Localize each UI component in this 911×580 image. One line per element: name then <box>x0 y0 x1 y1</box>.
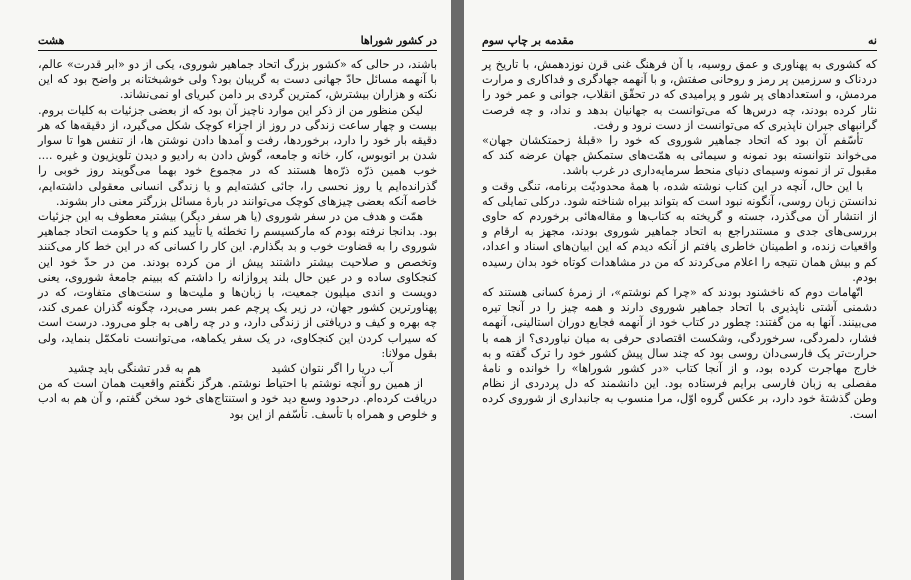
paragraph: با این حال، آنچه در این کتاب نوشته شده، با همهٔ محدودیّت برنامه، تنگی وقت و ندانستن زبان روسی، آنگونه نبود است که بتواند بیراه شناخته شود. درکلی تمایلی که از انتشار آن می‌گذرد، جسته و گریخته به کتاب‌ها و مقاله‌هائی برخوردم که حاوی بررسی‌های جدی و مستندراجع به اتحاد جماهیر شوروی بودند، مجهز به ارقام و واقعیات زنده، و اطمینان خاطری یافتم از آنکه دیدم که این ابیان‌های اسناد و اعداد، کم و بیش همان نتیجه را اعلام می‌کردند که من در مشاهدات کوتاه خود بدان رسیده بودم. <box>482 178 877 284</box>
left-page <box>0 0 451 580</box>
verse <box>38 361 437 376</box>
page-body <box>482 57 877 422</box>
running-title: مقدمه بر چاپ سوم <box>482 34 574 47</box>
page-header <box>482 34 877 51</box>
page-body <box>38 57 437 361</box>
paragraph: تأسّفم آن بود که اتحاد جماهیر شوروی که خود را «قبلهٔ زحمتکشان جهان» می‌خواند نتوانسته بود نمونه و سیمائی به همّت‌های ستمکش جهان عرضه کند که مقبول تر از نمونه وسیمای دنیای منحط سرمایه‌داری در غرب باشد. <box>482 133 877 178</box>
page-number: هشت <box>38 34 65 47</box>
page-body-closing <box>38 376 437 422</box>
page-header <box>38 34 437 51</box>
running-title: در کشور شوراها <box>360 34 437 47</box>
right-page <box>464 0 911 580</box>
paragraph: اتّهامات دوم که ناخشنود بودند که «چرا کم نوشتم»، از زمرهٔ کسانی هستند که دشمنی آشتی ناپذیری با اتحاد جماهیر شوروی دارند و همه چیز را در آنجا تیره می‌بینند. آنها به من گفتند: چطور در کتاب خود از آنهمه فجایع دوران استالینی، آنهمه فشار، دلمردگی، سرخوردگی، وشکست اقتصادی حرفی به میان نیاوردی؟ از همه با حرارت‌تر یک فارسی‌دان روسی بود که چند سال پیش کشور خود را ترک گفته و به خارج مهاجرت کرده بود، و از آنجا کتاب «در کشور شوراها» را خوانده و نامهٔ مفصلی به زبان فارسی برایم فرستاده بود. این دانشمند که دل پردردی از نظام وطن گذشتهٔ خود دارد، بر عکس گروه اوّل، مرا منسوب به جانبداری از شوروی کرده است. <box>482 285 877 421</box>
paragraph: همّت و هدف من در سفر شوروی (یا هر سفر دیگر) بیشتر معطوف به این جزئیات بود. بدانجا نرفته بودم که مارکسیسم را تخطئه یا تأیید کنم و یا حکومت اتحاد جماهیر شوروی را به قضاوت خوب و بد بگذارم. این کار را کسانی که در این خط کار می‌کنند وتخصص و صلاحیت بیشتر داشتند پیش از من کرده بودند. من در حدّ خود این کنجکاوی ساده و در عین حال بلند پروازانه را داشتم که ببینم جامعهٔ شوروی، یعنی دویست و اندی میلیون جمعیت، با زبان‌ها و ملیت‌ها و سنت‌های متفاوت، که در پهناورترین کشور جهان، در زیر یک پرچم عمر بسر می‌برد، چگونه گذران عمری کند، چه بهره و کیف و دریافتی از زندگی دارد، و در چه راهی به جلو می‌رود. درست است که سیراب کردن این کنجکاوی، در یک سفر یکماهه، می‌توانست نامکمّل بنماید، ولی بقول مولانا: <box>38 209 437 360</box>
paragraph: لیکن منظور من از ذکر این موارد ناچیز آن بود که از بعضی جزئیات به کلیات بروم. بیست و چهار ساعت زندگی در روز از اجزاء کوچک شکل می‌گیرد، از دقیقه‌ها که هر دقیقه بار خود را دارد، برخوردها، رفت و آمدها دادن نوشتن ها، از تنفس هوا تا سوار شدن بر اتوبوس، کار، خانه و جامعه، گوش دادن به رادیو و دیدن تلویزیون و غیره .... خوب همین ذرّه ذرّه‌ها هستند که در مجموع خود بهما می‌گویند روز خوبی را گذرانده‌ایم یا روز نحسی را، جائی کشته‌ایم و یا زندگی انسانی معقولی داشته‌ایم، خاصه آنکه بعضی چیزهای کوچک می‌توانند در بارهٔ مسائل بزرگتر معنی دار بشوند. <box>38 102 437 208</box>
paragraph: که کشوری به پهناوری و عمق روسیه، با آن فرهنگ غنی قرن نوزدهمش، با تاریخ پر دردناک و سرزمین پر رمز و روحانی صفتش، و با آنهمه جهادگری و فداکاری و مرارت مردمش، و استعدادهای پر شور و پرامیدی که در تحقّق انقلاب، جوانی و عمر خود را نثار کرده بودند، چه درس‌ها که می‌توانست به جهانیان بدهد و نداد، و چه فرصت گرانبهای جبران ناپذیری که می‌توانست از دست نرود و رفت. <box>482 57 877 132</box>
verse-hemistich-first: آب دریا را اگر نتوان کشید <box>271 361 393 376</box>
page-number: نه <box>868 34 877 47</box>
verse-hemistich-second: هم به قدر تشنگی باید چشید <box>68 361 201 376</box>
paragraph: باشند، در حالی که «کشور بزرگ اتحاد جماهیر شوروی، یکی از دو «ابر قدرت» عالم، با آنهمه مسائل حادّ جهانی دست به گریبان بود؟ ولی خوشبختانه بر واضح بود که این نکته و هزاران بیشترش، کمترین گردی بر دامن کبریای او نمی‌نشاند. <box>38 57 437 102</box>
paragraph: از همین رو آنچه نوشتم با احتیاط نوشتم. هرگز نگفتم واقعیت همان است که من دریافت کرده‌ام. درحدود وسع دید خود و استنتاج‌های خود سخن گفتم، و آن هم به ادب و خلوص و همراه با تأسف. تأسّفم از این بود <box>38 376 437 421</box>
book-gutter <box>451 0 464 580</box>
